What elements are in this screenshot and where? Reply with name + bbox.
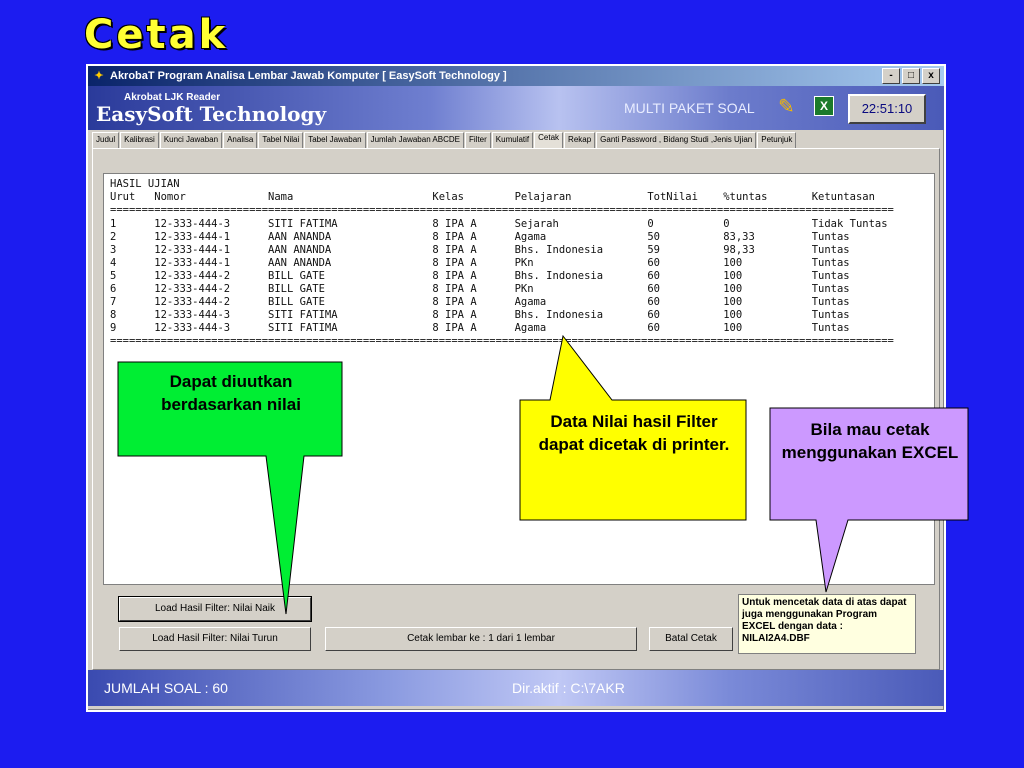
- brand-name: EasySoft Technology: [96, 102, 327, 126]
- tab-rekap[interactable]: Rekap: [564, 132, 595, 148]
- tab-kunci-jawaban[interactable]: Kunci Jawaban: [160, 132, 222, 148]
- minimize-button[interactable]: -: [882, 68, 900, 84]
- report-header: Urut Nomor Nama Kelas Pelajaran TotNilai %tuntas Ketuntasan: [110, 191, 875, 203]
- report-row: 2 12-333-444-1 AAN ANANDA 8 IPA A Agama 50 83,33 Tuntas: [110, 231, 850, 243]
- report-row: 7 12-333-444-2 BILL GATE 8 IPA A Agama 60 100 Tuntas: [110, 296, 850, 308]
- tab-ganti-password-bidang-studi-jenis-ujian[interactable]: Ganti Password , Bidang Studi ,Jenis Ujian: [596, 132, 756, 148]
- load-nilai-naik-button[interactable]: Load Hasil Filter: Nilai Naik: [119, 597, 311, 621]
- slide-title: Cetak: [84, 12, 229, 58]
- mode-label: MULTI PAKET SOAL: [624, 100, 755, 116]
- tab-analisa[interactable]: Analisa: [223, 132, 257, 148]
- batal-cetak-button[interactable]: Batal Cetak: [649, 627, 733, 651]
- tab-cetak[interactable]: Cetak: [534, 132, 563, 148]
- cetak-lembar-button[interactable]: Cetak lembar ke : 1 dari 1 lembar: [325, 627, 637, 651]
- excel-icon[interactable]: X: [814, 96, 834, 116]
- yellow-callout-text: Data Nilai hasil Filter dapat dicetak di printer.: [538, 412, 730, 454]
- tab-petunjuk[interactable]: Petunjuk: [757, 132, 796, 148]
- window-title: AkrobaT Program Analisa Lembar Jawab Komputer [ EasySoft Technology ]: [110, 70, 507, 82]
- tab-kumulatif[interactable]: Kumulatif: [492, 132, 533, 148]
- report-divider: ============================================================================================================================: [110, 335, 894, 347]
- report-divider: ============================================================================================================================: [110, 204, 894, 216]
- close-button[interactable]: x: [922, 68, 940, 84]
- green-callout-text: Dapat diuutkan berdasarkan nilai: [161, 372, 301, 414]
- tab-kalibrasi[interactable]: Kalibrasi: [120, 132, 159, 148]
- excel-note: Untuk mencetak data di atas dapat juga menggunakan Program EXCEL dengan data : NILAI2A4.DBF: [738, 594, 916, 654]
- report-row: 6 12-333-444-2 BILL GATE 8 IPA A PKn 60 100 Tuntas: [110, 283, 850, 295]
- report-row: 3 12-333-444-1 AAN ANANDA 8 IPA A Bhs. Indonesia 59 98,33 Tuntas: [110, 244, 850, 256]
- report-row: 1 12-333-444-3 SITI FATIMA 8 IPA A Sejarah 0 0 Tidak Tuntas: [110, 218, 888, 230]
- clock-display: 22:51:10: [848, 94, 926, 124]
- maximize-button[interactable]: □: [902, 68, 920, 84]
- tab-tabel-nilai[interactable]: Tabel Nilai: [258, 132, 303, 148]
- purple-callout-text: Bila mau cetak menggunakan EXCEL: [781, 420, 959, 462]
- report-row: 5 12-333-444-2 BILL GATE 8 IPA A Bhs. Indonesia 60 100 Tuntas: [110, 270, 850, 282]
- report-row: 4 12-333-444-1 AAN ANANDA 8 IPA A PKn 60 100 Tuntas: [110, 257, 850, 269]
- jumlah-soal-label: JUMLAH SOAL : 60: [104, 680, 228, 696]
- report-row: 9 12-333-444-3 SITI FATIMA 8 IPA A Agama 60 100 Tuntas: [110, 322, 850, 334]
- banner-subtitle: Akrobat LJK Reader: [124, 92, 221, 103]
- pencil-icon: ✎: [778, 96, 795, 118]
- tab-judul[interactable]: Judul: [92, 132, 119, 148]
- active-dir-label: Dir.aktif : C:\7AKR: [512, 680, 625, 696]
- tab-filter[interactable]: Filter: [465, 132, 491, 148]
- tab-jumlah-jawaban-abcde[interactable]: Jumlah Jawaban ABCDE: [367, 132, 464, 148]
- app-icon: ✦: [94, 70, 104, 82]
- report-row: 8 12-333-444-3 SITI FATIMA 8 IPA A Bhs. Indonesia 60 100 Tuntas: [110, 309, 850, 321]
- tab-tabel-jawaban[interactable]: Tabel Jawaban: [304, 132, 365, 148]
- load-nilai-turun-button[interactable]: Load Hasil Filter: Nilai Turun: [119, 627, 311, 651]
- report-title: HASIL UJIAN: [110, 178, 180, 190]
